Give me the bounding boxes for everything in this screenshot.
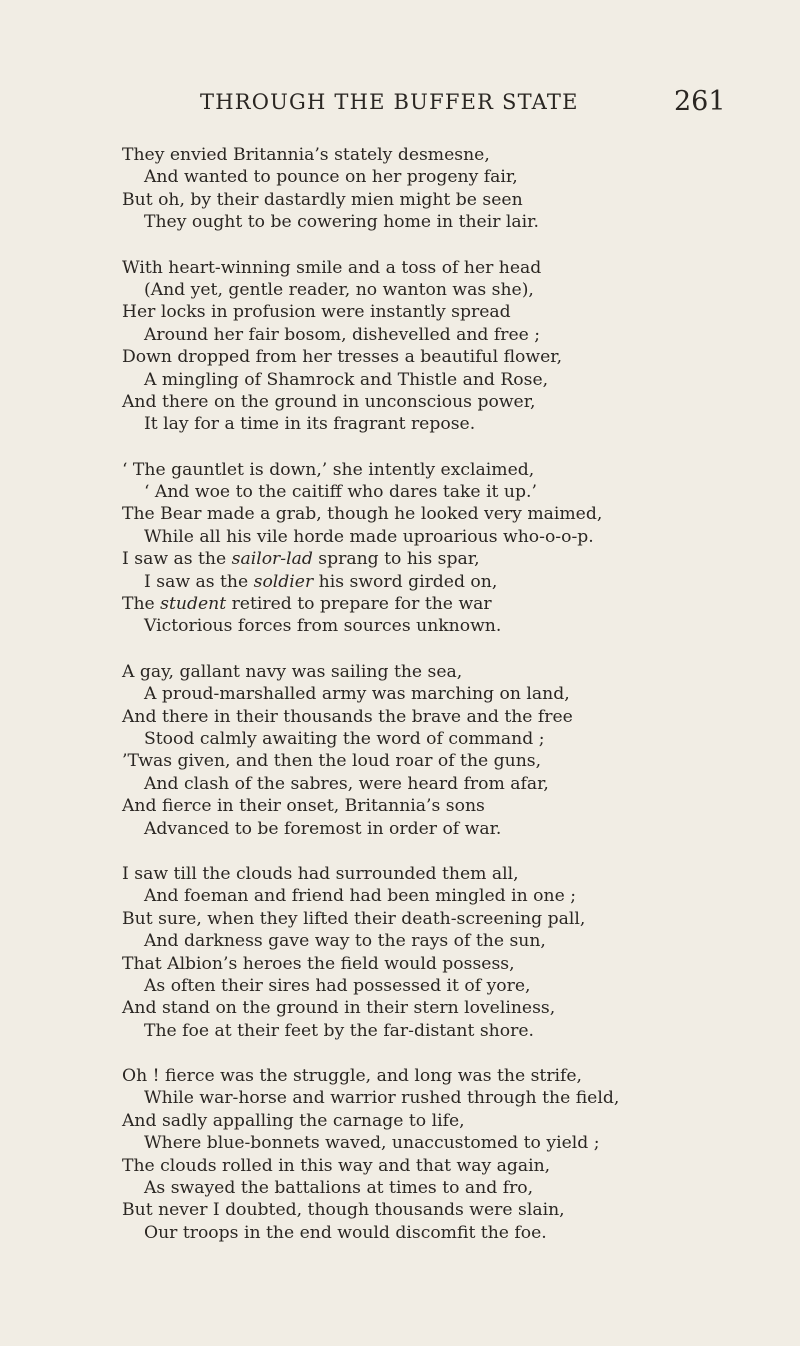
verse-text: And fierce in their onset, Britannia’s sons: [122, 796, 485, 817]
verse-line: [122, 189, 782, 211]
verse-text: The: [122, 594, 161, 615]
verse-line: [122, 818, 782, 840]
verse-text: And there in their thousands the brave and the free: [122, 706, 573, 727]
stanza: [122, 257, 782, 436]
verse-line: [122, 279, 782, 301]
verse-line: [122, 324, 782, 346]
verse-line: [122, 908, 782, 930]
verse-line: [122, 301, 782, 323]
verse-line: [122, 750, 782, 772]
verse-line: [122, 1199, 782, 1221]
verse-line: [122, 706, 782, 728]
verse-line: [122, 459, 782, 481]
verse-line: [122, 661, 782, 683]
stanza: [122, 144, 782, 234]
verse-line: [122, 1132, 782, 1154]
verse-text: As swayed the battalions at times to and fro,: [144, 1178, 534, 1199]
verse-line: [122, 503, 782, 525]
verse-line: [122, 728, 782, 750]
verse-text: (And yet, gentle reader, no wanton was she),: [144, 279, 534, 300]
verse-text: And sadly appalling the carnage to life,: [122, 1110, 465, 1131]
verse-line: [122, 1155, 782, 1177]
verse-line: [122, 346, 782, 368]
verse-text: But never I doubted, though thousands were slain,: [122, 1200, 565, 1221]
stanza: [122, 459, 782, 638]
verse-text: That Albion’s heroes the field would possess,: [122, 953, 515, 974]
verse-line: [122, 975, 782, 997]
verse-line: [122, 481, 782, 503]
stanza: [122, 661, 782, 840]
verse-text: A proud-marshalled army was marching on land,: [144, 684, 570, 705]
verse-text: I saw till the clouds had surrounded them all,: [122, 863, 519, 884]
verse-text: And stand on the ground in their stern loveliness,: [122, 998, 556, 1019]
page-number: 261: [674, 86, 726, 117]
verse-text: The Bear made a grab, though he looked very maimed,: [122, 504, 603, 525]
verse-text: And foeman and friend had been mingled in one ;: [144, 886, 577, 907]
verse-line: [122, 683, 782, 705]
verse-text: retired to prepare for the war: [226, 594, 492, 615]
verse-text: As often their sires had possessed it of yore,: [144, 975, 531, 996]
verse-text: his sword girded on,: [313, 571, 498, 592]
verse-line: [122, 863, 782, 885]
verse-text: And there on the ground in unconscious power,: [122, 391, 536, 412]
verse-line: [122, 548, 782, 570]
verse-line: [122, 413, 782, 435]
italic-word: sailor-lad: [231, 549, 313, 570]
verse-text: I saw as the: [122, 549, 232, 570]
verse-text: Our troops in the end would discomfit the foe.: [144, 1222, 547, 1243]
verse-line: [122, 211, 782, 233]
verse-text: A gay, gallant navy was sailing the sea,: [122, 661, 463, 682]
verse-line: [122, 930, 782, 952]
verse-line: [122, 571, 782, 593]
verse-line: [122, 615, 782, 637]
verse-line: [122, 773, 782, 795]
italic-word: student: [160, 594, 227, 615]
verse-line: [122, 997, 782, 1019]
verse-text: Her locks in profusion were instantly spread: [122, 302, 511, 323]
verse-line: [122, 1177, 782, 1199]
verse-line: [122, 257, 782, 279]
verse-text: But oh, by their dastardly mien might be seen: [122, 189, 523, 210]
verse-text: Where blue-bonnets waved, unaccustomed to yield ;: [144, 1133, 600, 1154]
stanza: [122, 863, 782, 1042]
verse-text: Down dropped from her tresses a beautiful flower,: [122, 347, 563, 368]
verse-line: [122, 1110, 782, 1132]
verse-line: [122, 1222, 782, 1244]
running-head: [0, 86, 800, 126]
verse-line: [122, 885, 782, 907]
verse-text: But sure, when they lifted their death-screening pall,: [122, 908, 586, 929]
verse-line: [122, 795, 782, 817]
verse-text: It lay for a time in its fragrant repose.: [144, 414, 476, 435]
verse-text: Oh ! fierce was the struggle, and long was the strife,: [122, 1066, 583, 1087]
verse-text: They envied Britannia’s stately desmesne,: [122, 145, 490, 165]
verse-text: ’Twas given, and then the loud roar of the guns,: [122, 751, 542, 772]
verse-text: Victorious forces from sources unknown.: [144, 616, 502, 637]
verse-text: A mingling of Shamrock and Thistle and Rose,: [144, 369, 549, 390]
verse-line: [122, 166, 782, 188]
verse-line: [122, 953, 782, 975]
verse-line: [122, 593, 782, 615]
verse-line: [122, 1065, 782, 1087]
verse-line: [122, 526, 782, 548]
verse-line: [122, 144, 782, 166]
verse-text: Around her fair bosom, dishevelled and free ;: [144, 324, 541, 345]
verse-text: And wanted to pounce on her progeny fair,: [144, 167, 518, 188]
verse-text: And clash of the sabres, were heard from afar,: [144, 773, 549, 794]
verse-text: With heart-winning smile and a toss of her head: [122, 257, 542, 278]
verse-text: Stood calmly awaiting the word of command ;: [144, 728, 545, 749]
verse-text: They ought to be cowering home in their lair.: [144, 212, 539, 233]
verse-line: [122, 369, 782, 391]
verse-text: Advanced to be foremost in order of war.: [144, 818, 502, 839]
verse-text: The foe at their feet by the far-distant shore.: [144, 1020, 534, 1041]
stanza: [122, 1065, 782, 1244]
verse-text: ‘ And woe to the caitiff who dares take it up.’: [144, 482, 537, 503]
verse-text: ‘ The gauntlet is down,’ she intently exclaimed,: [122, 459, 535, 480]
verse-text: sprang to his spar,: [312, 549, 480, 570]
verse-text: While all his vile horde made uproarious who-o-o-p.: [144, 526, 594, 547]
verse-text: While war-horse and warrior rushed through the field,: [144, 1088, 620, 1109]
verse-text: The clouds rolled in this way and that way again,: [122, 1155, 551, 1176]
verse-line: [122, 1020, 782, 1042]
italic-word: soldier: [253, 571, 314, 592]
verse-text: And darkness gave way to the rays of the sun,: [144, 931, 546, 952]
running-title: THROUGH THE BUFFER STATE: [200, 90, 579, 114]
poem-body: [122, 144, 782, 1267]
verse-line: [122, 391, 782, 413]
verse-text: I saw as the: [144, 571, 254, 592]
verse-line: [122, 1087, 782, 1109]
